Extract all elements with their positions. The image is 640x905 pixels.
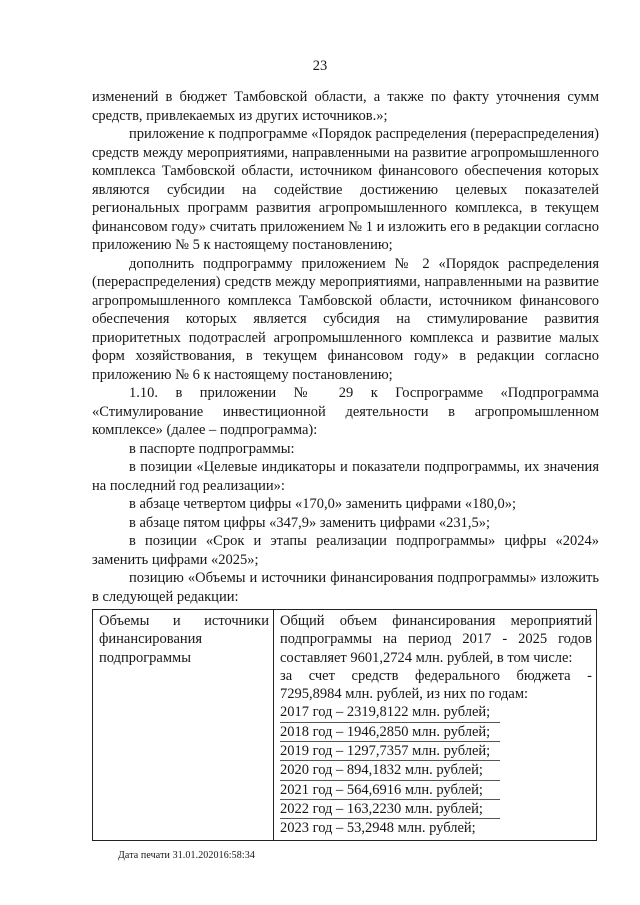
table-row — [93, 610, 597, 841]
paragraph: дополнить подпрограмму приложением № 2 «Порядок распределения (перераспределения) средств между мероприятиями, направленными на развитие агропромышленного комплекса Тамбовской области, источником финансового обеспечения которых является субсидия на стимулирование развития приоритетных подотраслей агропромышленного комплекса и развитие малых форм хозяйствования, в текущем финансовом году» в редакции согласно приложению № 6 к настоящему постановлению; — [92, 255, 599, 383]
paragraph: изменений в бюджет Тамбовской области, а также по факту уточнения сумм средств, привлекаемых из других источников.»; — [92, 89, 599, 124]
paragraph: в абзаце пятом цифры «347,9» заменить цифрами «231,5»; — [129, 514, 491, 531]
financing-total: Общий объем финансирования мероприятий подпрограммы на период 2017 - 2025 годов составляет 9601,2724 млн. рублей, в том числе: — [280, 613, 592, 666]
year-line: 2020 год – 894,1832 млн. рублей; — [280, 761, 500, 780]
paragraph: 1.10. в приложении № 29 к Госпрограмме «Подпрограмма «Стимулирование инвестиционной деятельности в агропромышленном комплексе» (далее – подпрограмма): — [92, 385, 599, 438]
financing-table — [92, 609, 597, 841]
year-line: 2022 год – 163,2230 млн. рублей; — [280, 800, 500, 819]
paragraph: в позиции «Целевые индикаторы и показатели подпрограммы, их значения на последний год реализации»: — [92, 459, 599, 494]
paragraph: в позиции «Срок и этапы реализации подпрограммы» цифры «2024» заменить цифрами «2025»; — [92, 533, 599, 568]
table-value-cell — [274, 610, 597, 841]
year-line: 2021 год – 564,6916 млн. рублей; — [280, 781, 500, 800]
year-line: 2019 год – 1297,7357 млн. рублей; — [280, 742, 500, 761]
label-word: источники — [204, 613, 269, 629]
paragraph: приложение к подпрограмме «Порядок распределения (перераспределения) средств между мероприятиями, направленными на развитие агропромышленного комплекса Тамбовской области, источником финансового обеспечения которых являются субсидии на содействие достижению целевых показателей региональных программ развития агропромышленного комплекса, в текущем финансовом году» считать приложением № 1 и изложить его в редакции согласно приложению № 5 к настоящему постановлению; — [92, 126, 599, 253]
paragraph: в паспорте подпрограммы: — [129, 440, 295, 457]
paragraph: в абзаце четвертом цифры «170,0» заменить цифрами «180,0»; — [129, 496, 516, 512]
page-number: 23 — [312, 58, 328, 74]
paragraph: позицию «Объемы и источники финансирования подпрограммы» изложить в следующей редакции: — [92, 570, 599, 605]
label-word: и — [172, 613, 181, 629]
year-line: 2017 год – 2319,8122 млн. рублей; — [280, 703, 500, 722]
label-word: Объемы — [99, 613, 150, 629]
label-first-line — [99, 612, 269, 630]
document-body — [92, 88, 599, 606]
table-label-cell — [93, 610, 274, 841]
financing-federal: за счет средств федерального бюджета - 7295,8984 млн. рублей, из них по годам: — [280, 667, 592, 703]
year-line: 2018 год – 1946,2850 млн. рублей; — [280, 723, 500, 742]
label-line: подпрограммы — [99, 649, 191, 666]
label-line: финансирования — [99, 631, 203, 648]
year-line: 2023 год – 53,2948 млн. рублей; — [280, 820, 476, 837]
print-date: Дата печати 31.01.202016:58:34 — [118, 850, 255, 861]
